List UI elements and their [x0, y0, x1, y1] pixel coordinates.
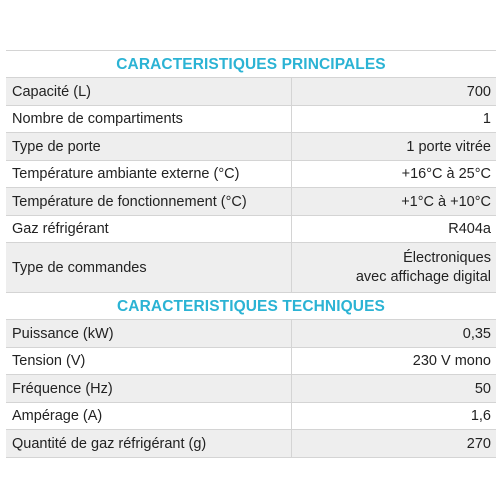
spec-label: Type de commandes [12, 259, 147, 276]
spec-label: Température de fonctionnement (°C) [12, 193, 247, 210]
spec-row-door-type [6, 133, 496, 161]
spec-row-voltage [6, 348, 496, 375]
spec-value: R404a [291, 216, 496, 242]
spec-table [6, 50, 496, 458]
spec-value: +1°C à +10°C [291, 188, 496, 215]
section-title-main: CARACTERISTIQUES PRINCIPALES [6, 50, 496, 78]
spec-value: 1 [291, 106, 496, 132]
spec-label: Capacité (L) [12, 83, 91, 100]
spec-label: Température ambiante externe (°C) [12, 166, 240, 182]
spec-row-capacity [6, 78, 496, 106]
spec-row-amperage [6, 403, 496, 430]
spec-value: +16°C à 25°C [291, 161, 496, 187]
spec-value: 1,6 [291, 403, 496, 429]
spec-row-operating-temperature [6, 188, 496, 216]
spec-value [291, 243, 496, 292]
spec-label: Nombre de compartiments [12, 111, 183, 127]
spec-row-refrigerant-quantity [6, 430, 496, 458]
spec-row-ambient-temperature [6, 161, 496, 188]
spec-label: Gaz réfrigérant [12, 221, 109, 237]
spec-value: 0,35 [291, 320, 496, 347]
spec-value: 50 [291, 375, 496, 402]
spec-row-controls [6, 243, 496, 293]
spec-value: 700 [291, 78, 496, 105]
spec-row-refrigerant [6, 216, 496, 243]
spec-label: Puissance (kW) [12, 325, 114, 342]
spec-row-power [6, 320, 496, 348]
spec-value: 270 [291, 430, 496, 457]
spec-value: 1 porte vitrée [291, 133, 496, 160]
spec-value-line: avec affichage digital [355, 268, 491, 285]
spec-row-frequency [6, 375, 496, 403]
spec-label: Quantité de gaz réfrigérant (g) [12, 435, 207, 452]
spec-label: Fréquence (Hz) [12, 380, 113, 397]
spec-row-compartments [6, 106, 496, 133]
spec-value: 230 V mono [291, 348, 496, 374]
spec-label: Ampérage (A) [12, 408, 103, 424]
section-title-technical: CARACTERISTIQUES TECHNIQUES [6, 293, 496, 320]
spec-value-line: Électroniques [403, 249, 491, 266]
spec-label: Type de porte [12, 138, 101, 155]
spec-label: Tension (V) [12, 353, 86, 369]
